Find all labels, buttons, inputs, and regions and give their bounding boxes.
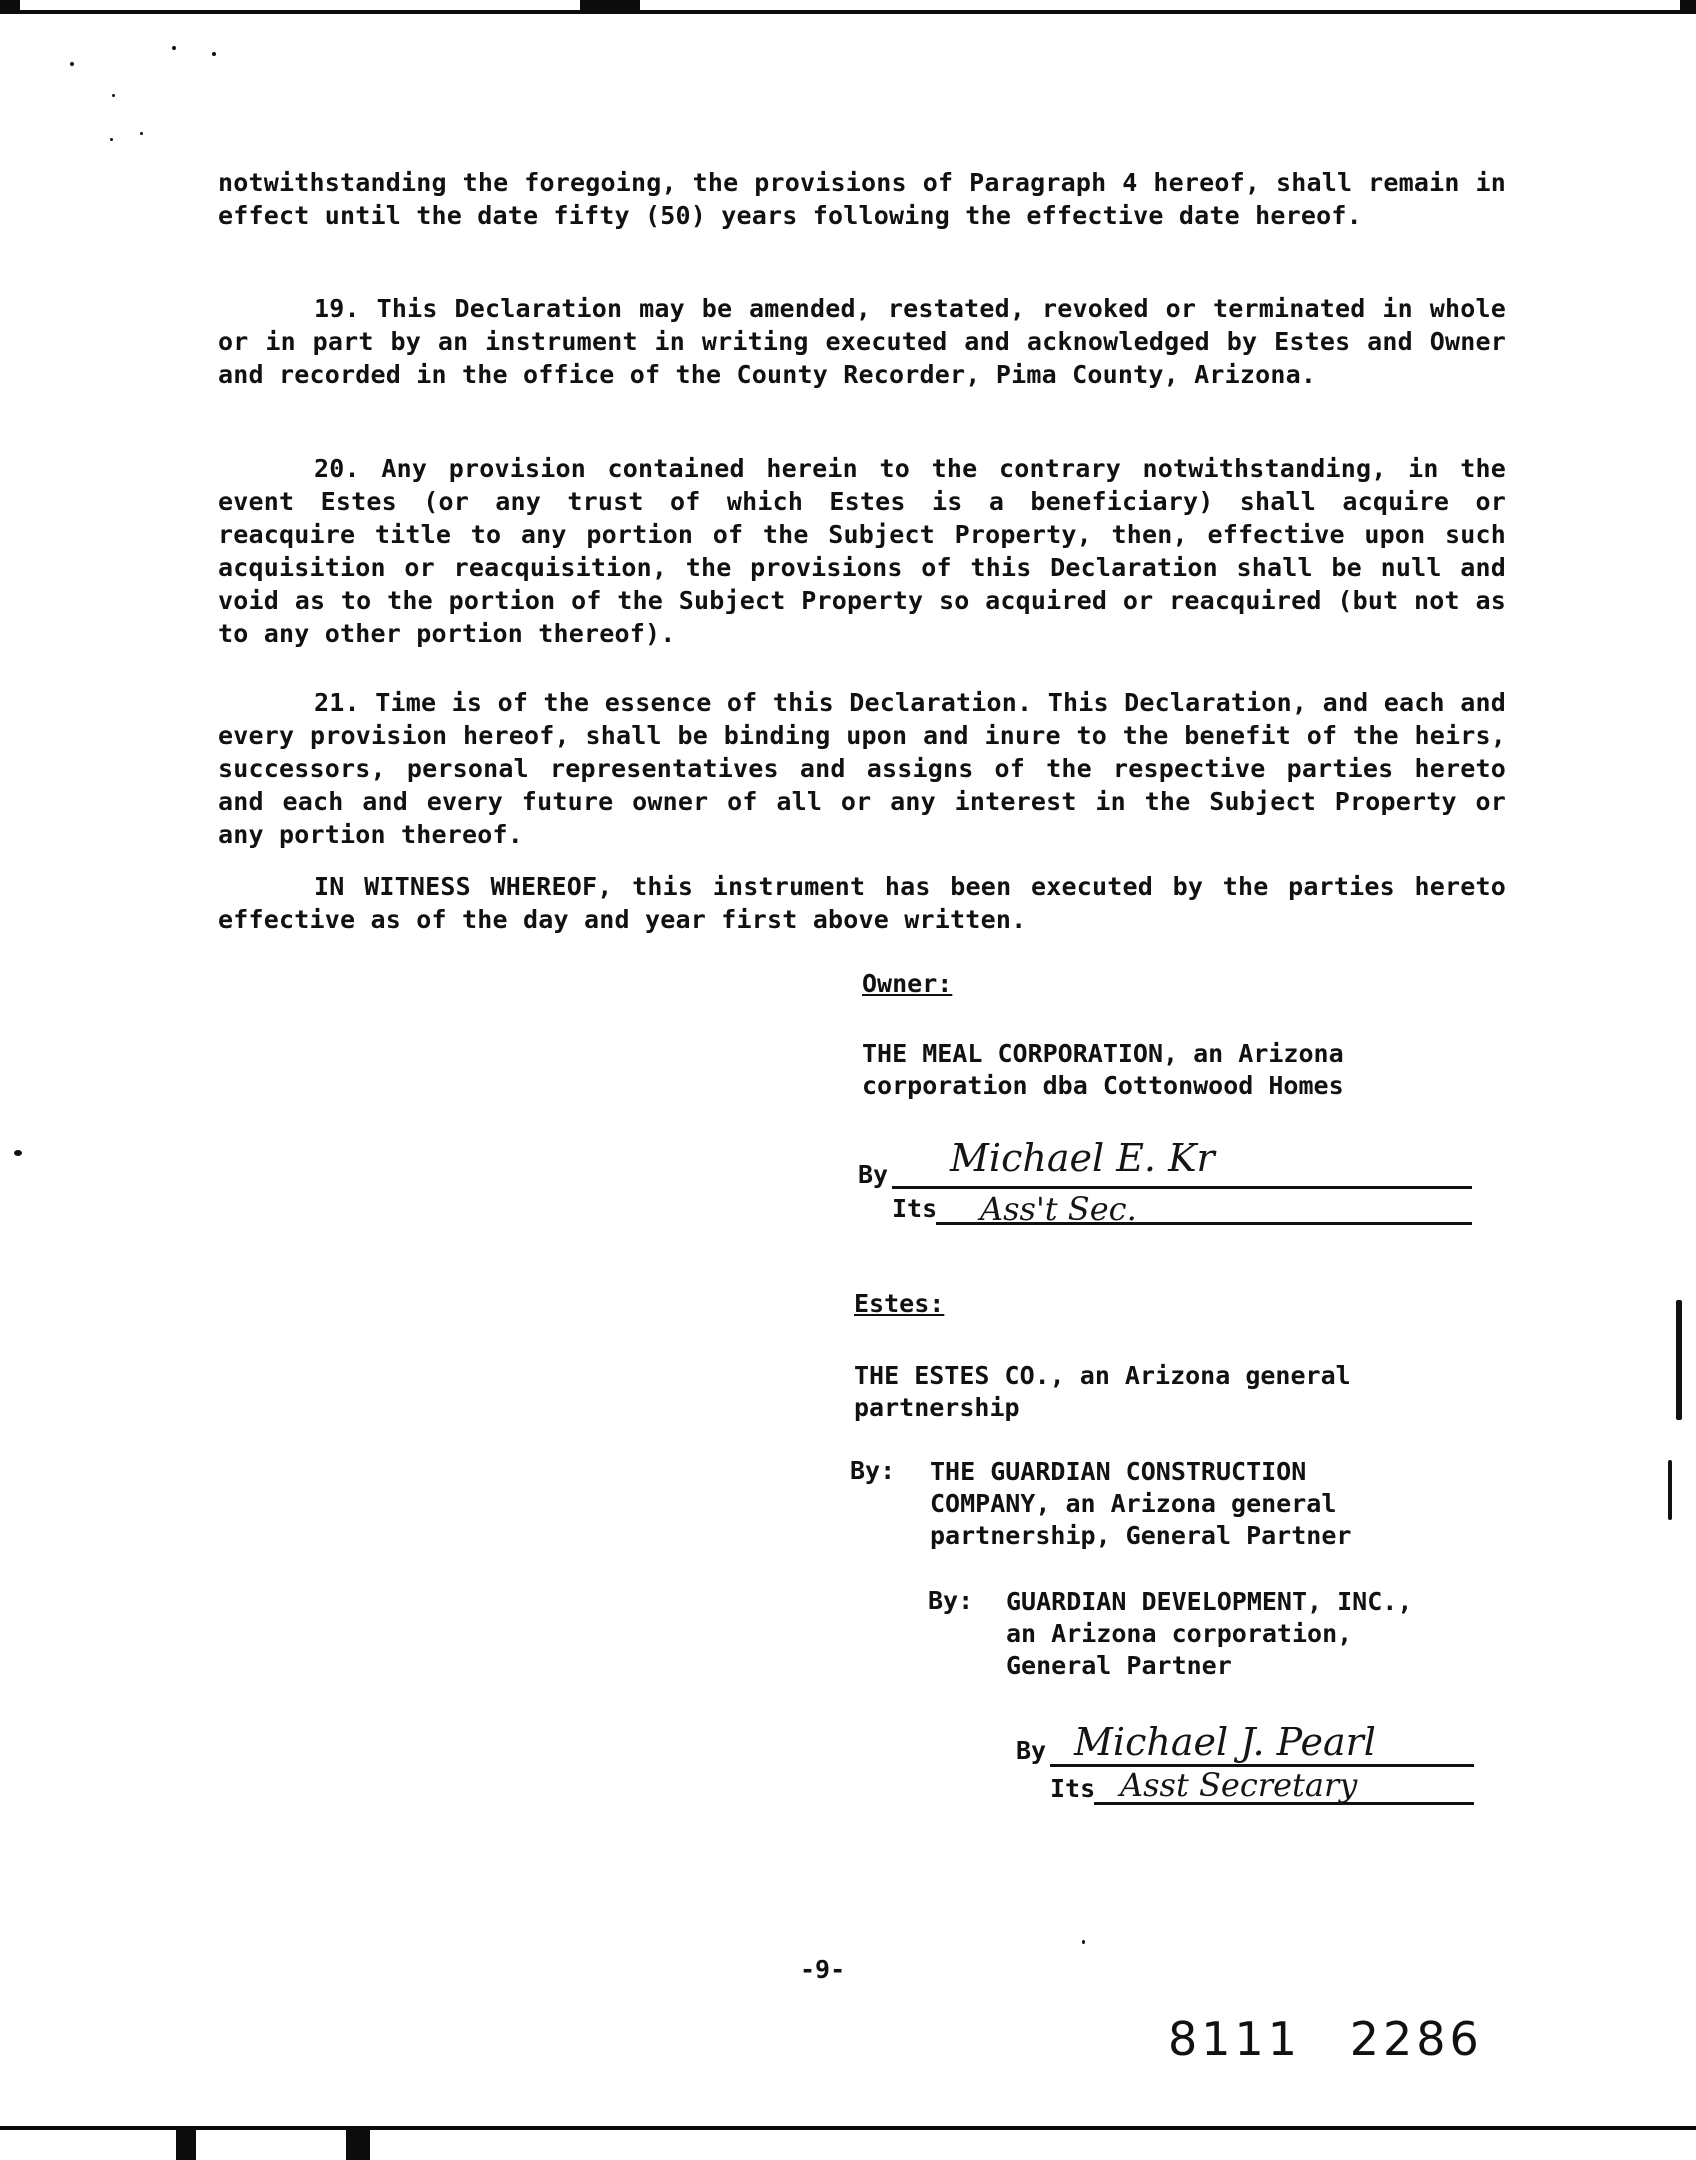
scan-bottom-edge (0, 2126, 1696, 2160)
owner-signature: Michael E. Kr (950, 1136, 1215, 1180)
estes-by2-entity (1006, 1586, 1486, 1682)
estes-signature: Michael J. Pearl (1074, 1720, 1376, 1764)
estes-by2-label: By: (928, 1586, 974, 1615)
scan-edge-mark (1676, 1300, 1682, 1420)
witness-clause: IN WITNESS WHEREOF, this instrument has been executed by the parties hereto effective as of the day and year first above written. (218, 872, 1506, 934)
page-number: -9- (800, 1955, 846, 1984)
scan-speck (112, 94, 115, 97)
owner-entity-line1: THE MEAL CORPORATION, an Arizona (862, 1039, 1344, 1068)
owner-by-label: By (858, 1160, 889, 1189)
estes-by1-line2: COMPANY, an Arizona general (930, 1489, 1337, 1518)
estes-by-label: By (1016, 1736, 1047, 1765)
estes-entity-line2: partnership (854, 1393, 1020, 1422)
estes-by2-line1: GUARDIAN DEVELOPMENT, INC., (1006, 1587, 1413, 1616)
paragraph-20: 20. Any provision contained herein to the contrary notwithstanding, in the event Estes (or any trust of which Estes is a beneficiary) shall acquire or reacquire title to any portion of the Subject Property, then, effective upon such acquisition or reacquisition, the provisions of this Declaration shall be null and void as to the portion of the Subject Property so acquired or reacquired (but not as to any other portion thereof). (218, 454, 1506, 648)
estes-its-label: Its (1050, 1774, 1096, 1803)
estes-by1-label: By: (850, 1456, 896, 1485)
scan-speck (172, 46, 176, 50)
owner-its-value: Ass't Sec. (980, 1190, 1137, 1228)
estes-by2-line3: General Partner (1006, 1651, 1232, 1680)
estes-by2-line2: an Arizona corporation, (1006, 1619, 1353, 1648)
owner-heading: Owner: (862, 969, 953, 998)
scan-speck (1082, 1940, 1085, 1944)
document-number: 8111 2286 (1168, 2012, 1483, 2066)
scan-speck (110, 138, 113, 141)
estes-heading: Estes: (854, 1289, 945, 1318)
paragraph-18-continued: notwithstanding the foregoing, the provisions of Paragraph 4 hereof, shall remain in effect until the date fifty (50) years following the effective date hereof. (218, 168, 1506, 230)
scan-edge-mark (1668, 1460, 1672, 1520)
estes-by1-line3: partnership, General Partner (930, 1521, 1352, 1550)
paragraph-21: 21. Time is of the essence of this Declaration. This Declaration, and each and every provision hereof, shall be binding upon and inure to the benefit of the heirs, successors, personal representatives and assigns of the respective parties hereto and each and every future owner of all or any interest in the Subject Property or any portion thereof. (218, 688, 1506, 849)
scan-top-edge (0, 0, 1696, 14)
paragraph-19: 19. This Declaration may be amended, restated, revoked or terminated in whole or in part by an instrument in writing executed and acknowledged by Estes and Owner and recorded in the office of the County Recorder, Pima County, Arizona. (218, 294, 1506, 389)
scan-speck (14, 1150, 22, 1156)
owner-signature-line (892, 1186, 1472, 1189)
scan-speck (212, 52, 216, 56)
estes-entity-line1: THE ESTES CO., an Arizona general (854, 1361, 1351, 1390)
scan-speck (140, 132, 143, 135)
estes-by1-entity (930, 1456, 1490, 1552)
owner-entity-line2: corporation dba Cottonwood Homes (862, 1071, 1344, 1100)
estes-entity (854, 1360, 1494, 1424)
scan-speck (70, 62, 74, 66)
estes-its-value: Asst Secretary (1120, 1766, 1358, 1804)
owner-entity (862, 1038, 1502, 1102)
estes-by1-line1: THE GUARDIAN CONSTRUCTION (930, 1457, 1307, 1486)
owner-its-label: Its (892, 1194, 938, 1223)
